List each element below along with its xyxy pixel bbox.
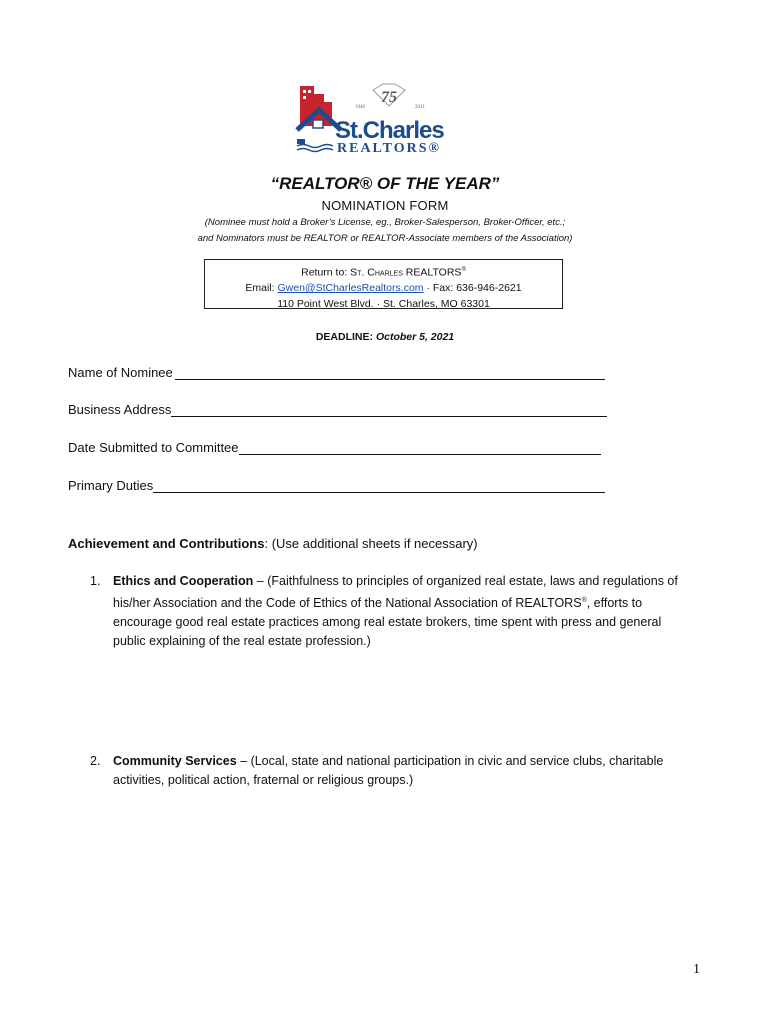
fax-number: · Fax: 636-946-2621 [426, 282, 522, 294]
item-text-a: – (Local, state and national participation in civic and service clubs, charitable activities, political action, fraternal or religious groups.) [113, 754, 664, 787]
svg-text:1946: 1946 [355, 105, 365, 110]
mailing-address: 110 Point West Blvd. · St. Charles, MO 63301 [277, 297, 490, 310]
business-address-label: Business Address [68, 402, 172, 417]
item-title: Ethics and Cooperation [113, 574, 254, 588]
item-number: 2. [90, 754, 101, 768]
eligibility-note-line1: (Nominee must hold a Broker’s License, eg., Broker-Salesperson, Broker-Officer, etc.; [204, 217, 566, 228]
registered-mark: ® [461, 267, 466, 273]
date-submitted-label: Date Submitted to Committee [68, 440, 239, 455]
eligibility-note-line2: and Nominators must be REALTOR or REALTOR-Associate members of the Association) [197, 233, 573, 244]
item-title: Community Services [113, 754, 237, 768]
org-name: St. Charles [350, 266, 403, 279]
business-address-field [68, 402, 607, 417]
st-charles-realtors-logo [295, 82, 455, 157]
form-subtitle: NOMINATION FORM [321, 198, 449, 213]
contact-line [205, 281, 562, 297]
date-submitted-field [68, 440, 601, 455]
achievements-heading [68, 536, 478, 551]
nominee-name-field [68, 365, 605, 380]
nominee-name-label: Name of Nominee [68, 365, 173, 380]
svg-text:REALTORS®: REALTORS® [337, 141, 441, 156]
achievements-title: Achievement and Contributions [68, 536, 265, 551]
form-title: “REALTOR® OF THE YEAR” [270, 174, 500, 193]
item-body [113, 752, 690, 790]
email-link[interactable]: Gwen@StCharlesRealtors.com [277, 282, 424, 294]
nominee-name-input-line[interactable] [175, 365, 605, 380]
item-body [113, 572, 690, 651]
achievements-note: : (Use additional sheets if necessary) [264, 536, 478, 551]
return-to-line [205, 263, 562, 281]
page-number: 1 [693, 962, 700, 977]
return-info-box [204, 259, 563, 309]
achievement-item [90, 752, 690, 790]
org-suffix: REALTORS [405, 266, 462, 279]
email-label: Email: [245, 282, 275, 294]
svg-text:75: 75 [381, 89, 397, 106]
primary-duties-field [68, 478, 605, 493]
item-text-b: , efforts to encourage good real estate practices among real estate brokers, time spent with press and general public explaining of the real estate profession.) [113, 596, 662, 649]
svg-text:2021: 2021 [415, 105, 425, 110]
deadline-date: October 5, 2021 [375, 331, 455, 343]
achievement-item [90, 572, 690, 651]
primary-duties-input-line[interactable] [153, 478, 605, 493]
deadline [0, 331, 770, 343]
item-number: 1. [90, 574, 101, 588]
date-submitted-input-line[interactable] [239, 440, 601, 455]
item-text-a: – (Faithfulness to principles of organized real estate, laws and regulations of his/her Association and the Code of Ethics of the National Association of REALTORS [113, 574, 678, 611]
return-to-label: Return to: [301, 266, 348, 279]
logo-graphic [295, 82, 455, 157]
primary-duties-label: Primary Duties [68, 478, 154, 493]
item-sup: ® [581, 597, 587, 604]
svg-text:St.Charles: St.Charles [335, 117, 444, 144]
deadline-label: DEADLINE: [315, 331, 374, 343]
business-address-input-line[interactable] [171, 402, 607, 417]
